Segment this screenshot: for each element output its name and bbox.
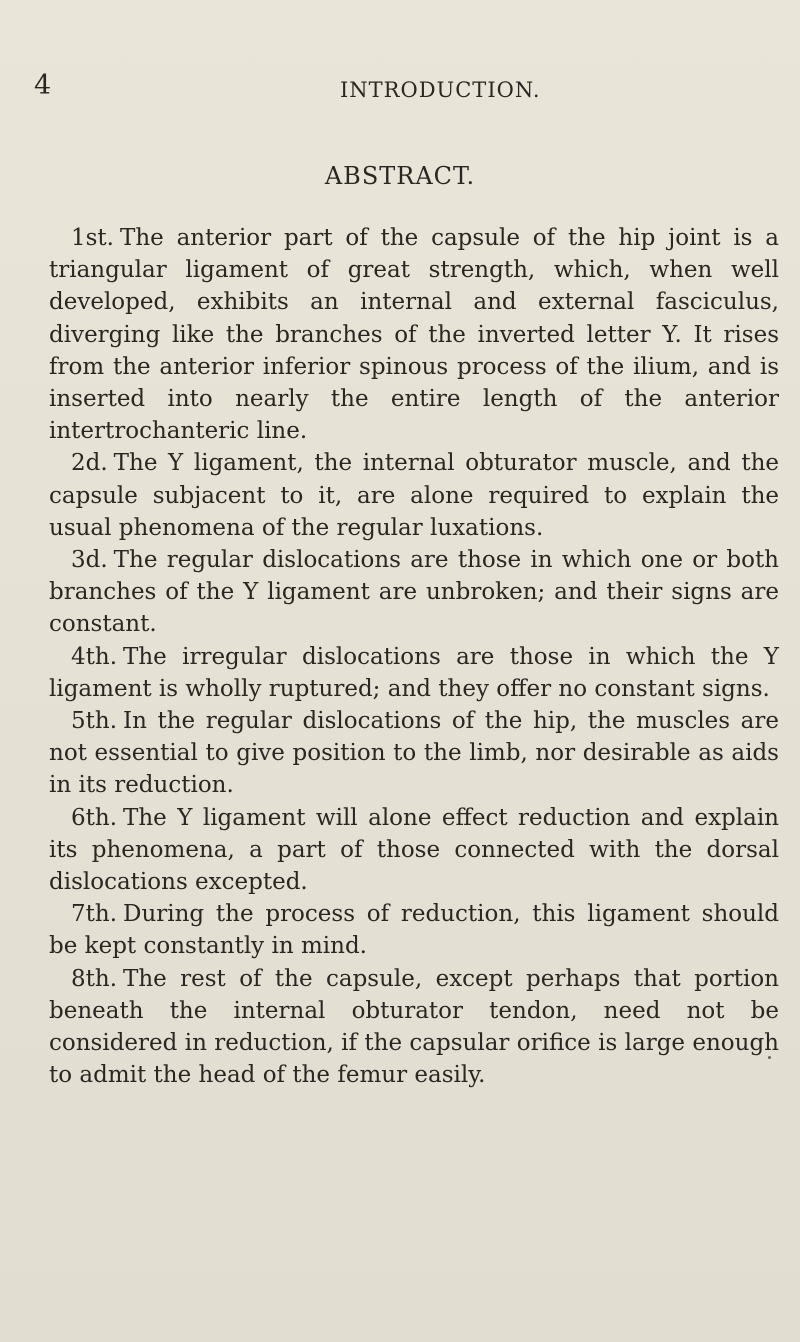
paragraph-text: The regular dislocations are those in which one or both branches of the Y ligament are unbroken; and their signs are constant.: [49, 547, 779, 638]
paragraph: [49, 705, 779, 802]
paragraph-number: 4th.: [71, 643, 117, 670]
paragraph: [49, 447, 779, 544]
paragraph-text: The rest of the capsule, except perhaps that portion beneath the internal obturator tendon, need not be considered in reduction, if the capsular orifice is large enough to admit the head of the femur easily.: [49, 965, 779, 1089]
paragraph-number: 8th.: [71, 965, 117, 992]
paragraph-text: During the process of reduction, this ligament should be kept constantly in mind.: [49, 901, 779, 960]
section-title: ABSTRACT.: [324, 162, 476, 190]
paragraph: [49, 222, 779, 447]
paragraph-number: 3d.: [71, 547, 108, 574]
paragraph-text: In the regular dislocations of the hip, the muscles are not essential to give position to the limb, nor desirable as aids in its reduction.: [49, 708, 779, 799]
paragraph-text: The anterior part of the capsule of the hip joint is a triangular ligament of great strength, which, when well developed, exhibits an internal and external fasciculus, diverging like the branches of the inverted letter Y. It rises from the anterior inferior spinous process of the ilium, and is inserted into nearly the entire length of the anterior intertrochanteric line.: [49, 225, 779, 445]
paragraph-number: 1st.: [71, 225, 114, 251]
paragraph: [49, 641, 779, 705]
paragraph-text: The Y ligament will alone effect reduction and explain its phenomena, a part of those connected with the dorsal dislocations excepted.: [49, 804, 779, 896]
abstract-body: [49, 222, 779, 1091]
running-head: INTRODUCTION.: [340, 78, 541, 102]
paragraph: [49, 544, 779, 641]
paragraph: [49, 802, 779, 899]
page-number: 4: [34, 70, 52, 101]
paragraph-number: 7th.: [71, 901, 117, 928]
print-speck: [768, 1056, 771, 1059]
paragraph-text: The irregular dislocations are those in which the Y ligament is wholly ruptured; and they offer no constant signs.: [49, 643, 779, 702]
paragraph-number: 5th.: [71, 708, 117, 735]
paragraph: [49, 898, 779, 962]
paragraph-number: 2d.: [71, 450, 108, 477]
paragraph: [49, 963, 779, 1092]
paragraph-number: 6th.: [71, 804, 117, 831]
paragraph-text: The Y ligament, the internal obturator muscle, and the capsule subjacent to it, are alone required to explain the usual phenomena of the regular luxations.: [49, 450, 779, 541]
